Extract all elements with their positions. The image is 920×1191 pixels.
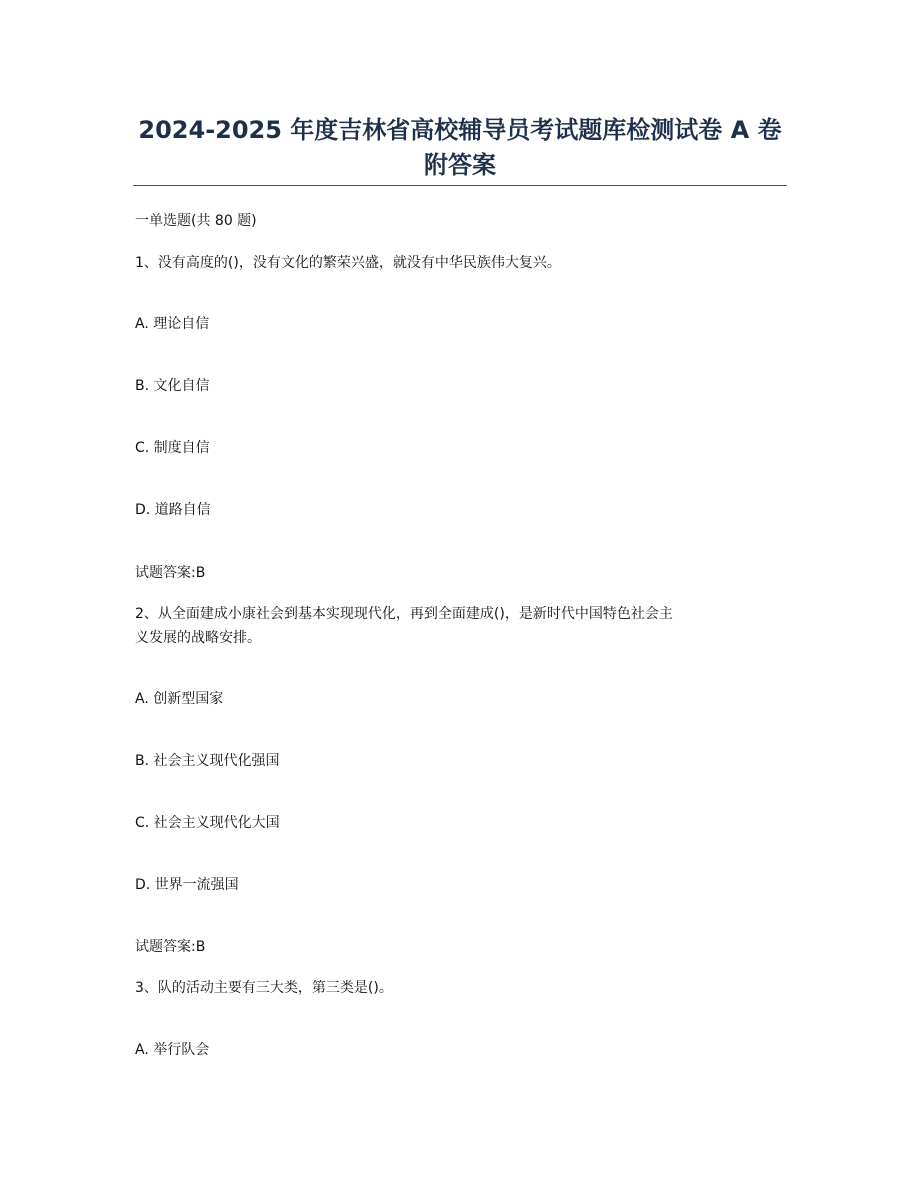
question-1-stem: 1、没有高度的()，没有文化的繁荣兴盛，就没有中华民族伟大复兴。 (135, 255, 561, 271)
question-2-option-c: C. 社会主义现代化大国 (135, 815, 280, 831)
question-2-option-b: B. 社会主义现代化强国 (135, 753, 280, 769)
question-1-answer: 试题答案:B (135, 565, 206, 581)
question-2-option-d: D. 世界一流强国 (135, 877, 239, 893)
title-divider (133, 185, 787, 186)
question-3-option-a: A. 举行队会 (135, 1042, 210, 1058)
question-3-stem: 3、队的活动主要有三大类，第三类是()。 (135, 980, 393, 996)
question-2-stem-line-1: 2、从全面建成小康社会到基本实现现代化，再到全面建成()，是新时代中国特色社会主 (135, 606, 673, 622)
title-line-1: 2024-2025 年度吉林省高校辅导员考试题库检测试卷 A 卷 (138, 116, 782, 144)
question-2-stem-line-2: 义发展的战略安排。 (135, 630, 261, 646)
document-title (130, 113, 790, 183)
question-1-option-a: A. 理论自信 (135, 316, 210, 332)
question-1-option-c: C. 制度自信 (135, 440, 210, 456)
title-line-2: 附答案 (424, 151, 496, 179)
question-2-option-a: A. 创新型国家 (135, 691, 224, 707)
question-1-option-b: B. 文化自信 (135, 378, 210, 394)
question-2-answer: 试题答案:B (135, 939, 206, 955)
section-heading: 一单选题(共 80 题) (135, 213, 257, 229)
question-1-option-d: D. 道路自信 (135, 502, 211, 518)
